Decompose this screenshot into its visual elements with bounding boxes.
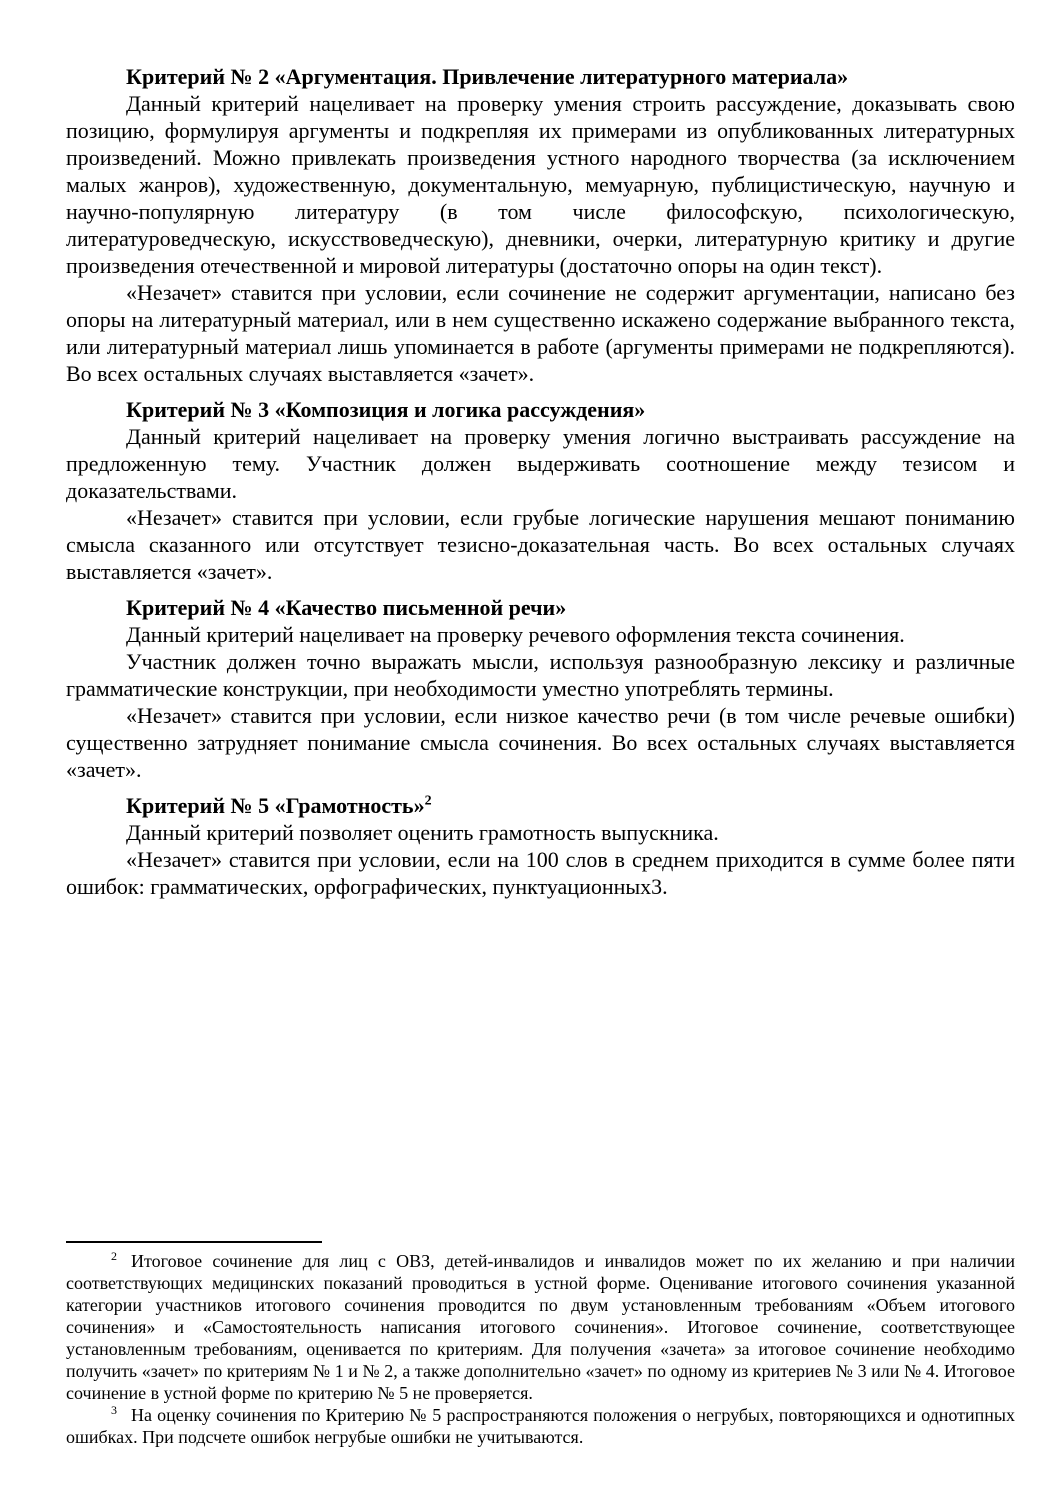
criterion-2-paragraph-1: Данный критерий нацеливает на проверку умения строить рассуждение, доказывать свою позицию, формулируя аргументы и подкрепляя их примерами из опубликованных литературных произведений. Можно привлекать произведения устного народного творчества (за исключением малых жанров), художественную, документальную, мемуарную, публицистическую, научную и научно-популярную литературу (в том числе философскую, психологическую, литературоведческую, искусствоведческую), дневники, очерки, литературную критику и другие произведения отечественной и мировой литературы (достаточно опоры на один текст). [66, 91, 1015, 278]
footnote-2-marker: 2 [111, 1249, 117, 1263]
section-criterion-2 [66, 63, 1015, 387]
footnote-2-reference: 2 [424, 793, 432, 809]
criterion-3-paragraph-2: «Незачет» ставится при условии, если грубые логические нарушения мешают пониманию смысла сказанного или отсутствует тезисно-доказательная часть. Во всех остальных случаях выставляется «зачет». [66, 505, 1015, 584]
criterion-5-paragraph-2: «Незачет» ставится при условии, если на 100 слов в среднем приходится в сумме более пяти ошибок: грамматических, орфографических, пунктуационных3. [66, 847, 1015, 899]
criterion-3-heading [66, 396, 1015, 423]
criterion-2-heading [66, 63, 1015, 90]
footnote-2 [66, 1250, 1015, 1404]
section-criterion-4 [66, 585, 1015, 783]
criterion-4-heading [66, 594, 1015, 621]
criterion-4-paragraph-3: «Незачет» ставится при условии, если низкое качество речи (в том числе речевые ошибки) существенно затрудняет понимание смысла сочинения. Во всех остальных случаях выставляется «зачет». [66, 703, 1015, 782]
footnote-3 [66, 1404, 1015, 1448]
criterion-2-paragraph-2: «Незачет» ставится при условии, если сочинение не содержит аргументации, написано без опоры на литературный материал, или в нем существенно искажено содержание выбранного текста, или литературный материал лишь упоминается в работе (аргументы примерами не подкрепляются). Во всех остальных случаях выставляется «зачет». [66, 280, 1015, 386]
criterion-3-paragraph-1: Данный критерий нацеливает на проверку умения логично выстраивать рассуждение на предложенную тему. Участник должен выдерживать соотношение между тезисом и доказательствами. [66, 424, 1015, 503]
footnote-3-marker: 3 [111, 1403, 117, 1417]
criterion-4-paragraph-1: Данный критерий нацеливает на проверку речевого оформления текста сочинения. [126, 622, 905, 647]
criterion-3-heading-text: Критерий № 3 «Композиция и логика рассуждения» [126, 397, 646, 422]
footnote-3-text: На оценку сочинения по Критерию № 5 распространяются положения о негрубых, повторяющихся и однотипных ошибках. При подсчете ошибок негрубые ошибки не учитываются. [66, 1405, 1015, 1447]
footnote-separator-line [66, 1241, 322, 1243]
section-criterion-3 [66, 387, 1015, 585]
criterion-4-heading-text: Критерий № 4 «Качество письменной речи» [126, 595, 567, 620]
section-criterion-5 [66, 783, 1015, 900]
criterion-5-heading [66, 792, 1015, 819]
criterion-2-heading-text: Критерий № 2 «Аргументация. Привлечение литературного материала» [126, 64, 849, 89]
footnotes-area [66, 1241, 1015, 1448]
criterion-5-heading-text: Критерий № 5 «Грамотность» [126, 793, 425, 818]
footnote-2-text: Итоговое сочинение для лиц с ОВЗ, детей-инвалидов и инвалидов может по их желанию и при наличии соответствующих медицинских показаний проводиться в устной форме. Оценивание итогового сочинения указанной категории участников итогового сочинения проводится по двум установленным требованиям «Объем итогового сочинения» и «Самостоятельность написания итогового сочинения». Итоговое сочинение, соответствующее установленным требованиям, оценивается по критериям. Для получения «зачета» за итоговое сочинение необходимо получить «зачет» по критериям № 1 и № 2, а также дополнительно «зачет» по одному из критериев № 3 или № 4. Итоговое сочинение в устной форме по критерию № 5 не проверяется. [66, 1251, 1015, 1403]
criterion-4-paragraph-2: Участник должен точно выражать мысли, используя разнообразную лексику и различные грамматические конструкции, при необходимости уместно употреблять термины. [66, 649, 1015, 701]
criterion-5-paragraph-1: Данный критерий позволяет оценить грамотность выпускника. [126, 820, 719, 845]
